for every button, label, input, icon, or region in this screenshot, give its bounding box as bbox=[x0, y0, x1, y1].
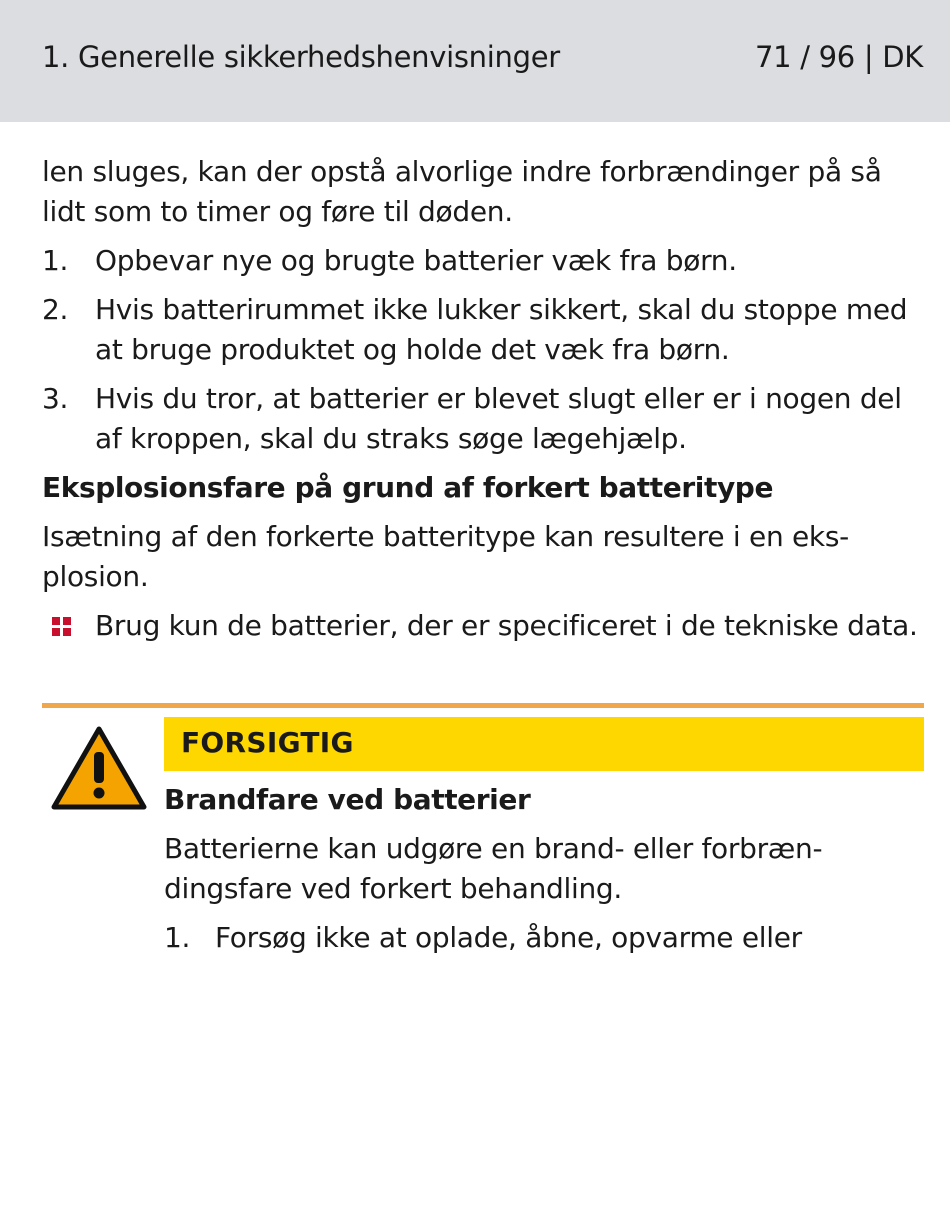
step-number: 2. bbox=[42, 293, 69, 326]
page-number: 71 / 96 | DK bbox=[755, 40, 923, 74]
step-text: Hvis du tror, at batterier er blevet slugt eller er i nogen del af kroppen, skal du straks søge lægehjælp. bbox=[95, 382, 902, 455]
caution-banner bbox=[164, 717, 924, 771]
list-item bbox=[42, 379, 927, 459]
intro-paragraph: len sluges, kan der opstå alvorlige indre forbrændinger på så lidt som to timer og føre til døden. bbox=[42, 155, 882, 228]
explosion-heading: Eksplosionsfare på grund af forkert batteritype bbox=[42, 471, 774, 504]
square-bullet-icon bbox=[52, 617, 71, 636]
page-header bbox=[0, 0, 950, 122]
step-number: 1. bbox=[164, 921, 191, 954]
fire-hazard-heading: Brandfare ved batterier bbox=[164, 783, 531, 816]
list-item bbox=[42, 290, 927, 370]
list-item bbox=[164, 918, 924, 958]
fire-safety-steps bbox=[164, 918, 924, 958]
caution-label: FORSIGTIG bbox=[181, 726, 354, 759]
fire-hazard-paragraph: Batterierne kan udgøre en brand- eller forbrændingsfare ved forkert behandling. bbox=[164, 832, 823, 905]
step-number: 1. bbox=[42, 244, 69, 277]
bullet-text: Brug kun de batterier, der er specificeret i de tekniske data. bbox=[95, 609, 918, 642]
child-safety-steps bbox=[42, 241, 927, 459]
caution-body bbox=[164, 780, 924, 967]
list-item bbox=[42, 606, 927, 646]
step-text: Opbevar nye og brugte batterier væk fra børn. bbox=[95, 244, 737, 277]
step-text: Forsøg ikke at oplade, åbne, opvarme eller bbox=[215, 921, 802, 954]
step-number: 3. bbox=[42, 382, 69, 415]
list-item bbox=[42, 241, 927, 281]
section-title: 1. Generelle sikkerhedshenvisninger bbox=[42, 40, 560, 74]
warning-triangle-icon bbox=[50, 725, 148, 811]
divider bbox=[42, 703, 924, 708]
page-content bbox=[42, 152, 927, 646]
explosion-paragraph: Isætning af den forkerte batteritype kan resultere i en eksplosion. bbox=[42, 520, 850, 593]
step-text: Hvis batterirummet ikke lukker sikkert, skal du stoppe med at bruge produktet og holde det væk fra børn. bbox=[95, 293, 908, 366]
